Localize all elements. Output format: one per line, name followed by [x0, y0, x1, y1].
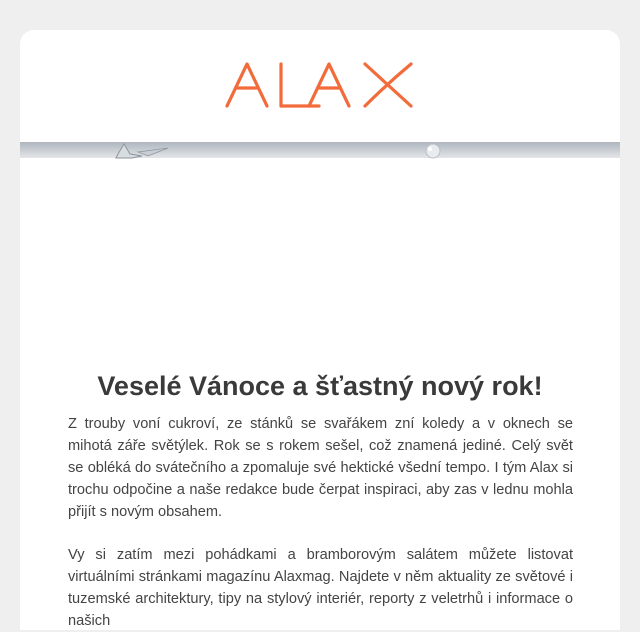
intro-paragraph: Z trouby voní cukroví, ze stánků se svařákem zní koledy a v oknech se mihotá záře světýlek. Rok se s rokem sešel, což znamená jediné. Celý svět se obléká do svátečního a zpomaluje své hektické všední tempo. I tým Alax si trochu odpočine a naše redakce bude čerpat inspiraci, aby zas v lednu mohla přijít s novým obsahem. — [68, 416, 573, 520]
magazine-paragraph: Vy si zatím mezi pohádkami a bramborovým salátem můžete listovat virtuálními stránkami magazínu Alaxmag. Najdete v něm aktuality ze světové i tuzemské architektury, tipy na stylový interiér, reporty z veletrhů i informace o našich — [68, 547, 573, 629]
logo-container — [20, 60, 620, 114]
alax-logo[interactable] — [225, 60, 415, 108]
newsletter-card — [20, 30, 620, 630]
greeting-heading: Veselé Vánoce a šťastný nový rok! — [97, 371, 543, 401]
bauble-ornament-icon — [426, 144, 440, 158]
holiday-banner-image — [20, 142, 620, 158]
